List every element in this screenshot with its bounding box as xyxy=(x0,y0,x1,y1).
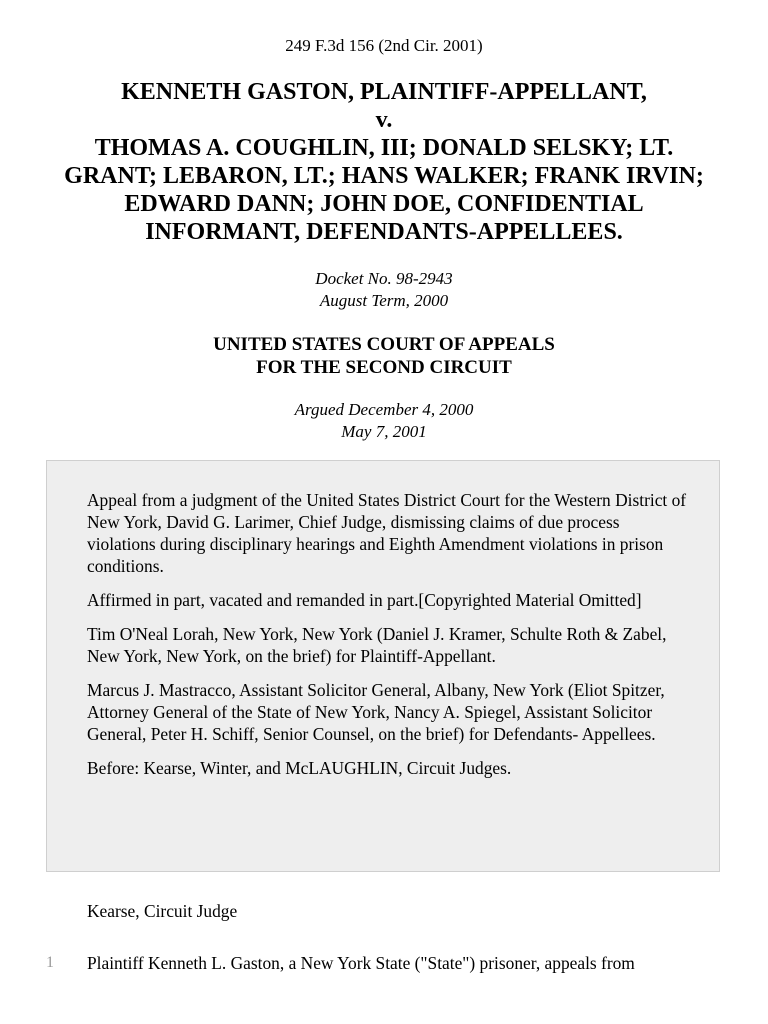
caption-line: v. xyxy=(375,107,393,133)
caption-line: GRANT; LEBARON, LT.; HANS WALKER; FRANK IRVIN; xyxy=(64,163,704,189)
counsel-appellees: Marcus J. Mastracco, Assistant Solicitor General, Albany, New York (Eliot Spitzer, Attorney General of the State of New York, Nancy A. Spiegel, Assistant Solicitor General, Peter H. Schiff, Senior Counsel, on the brief) for Defendants- Appellees. xyxy=(87,680,665,744)
summary-paragraph: Affirmed in part, vacated and remanded in part.[Copyrighted Material Omitted] xyxy=(87,590,642,610)
paragraph-text: Plaintiff Kenneth L. Gaston, a New York State ("State") prisoner, appeals from xyxy=(87,953,635,973)
case-caption xyxy=(34,78,734,246)
argued-date: Argued December 4, 2000 xyxy=(294,400,474,419)
decided-date: May 7, 2001 xyxy=(341,422,427,441)
court-name xyxy=(0,333,768,379)
caption-line: INFORMANT, DEFENDANTS-APPELLEES. xyxy=(145,219,623,245)
docket-info xyxy=(0,268,768,312)
court-name-line: FOR THE SECOND CIRCUIT xyxy=(256,357,512,378)
caption-line: EDWARD DANN; JOHN DOE, CONFIDENTIAL xyxy=(124,191,644,217)
case-citation: 249 F.3d 156 (2nd Cir. 2001) xyxy=(285,36,483,55)
case-summary-box xyxy=(46,460,720,872)
counsel-appellant: Tim O'Neal Lorah, New York, New York (Daniel J. Kramer, Schulte Roth & Zabel, New York, New York, on the brief) for Plaintiff-Appellant. xyxy=(87,624,667,666)
docket-term: August Term, 2000 xyxy=(319,291,449,310)
caption-line: KENNETH GASTON, PLAINTIFF-APPELLANT, xyxy=(121,79,647,105)
court-name-line: UNITED STATES COURT OF APPEALS xyxy=(213,334,555,355)
case-dates xyxy=(0,399,768,443)
docket-number: Docket No. 98-2943 xyxy=(315,269,453,288)
opinion-author: Kearse, Circuit Judge xyxy=(87,901,238,921)
paragraph-number: 1 xyxy=(46,954,54,971)
summary-paragraph: Appeal from a judgment of the United States District Court for the Western District of New York, David G. Larimer, Chief Judge, dismissing claims of due process violations during disciplinary hearings and Eighth Amendment violations in prison conditions. xyxy=(87,490,687,576)
caption-line: THOMAS A. COUGHLIN, III; DONALD SELSKY; LT. xyxy=(94,135,674,161)
panel-judges: Before: Kearse, Winter, and McLAUGHLIN, Circuit Judges. xyxy=(87,758,512,778)
